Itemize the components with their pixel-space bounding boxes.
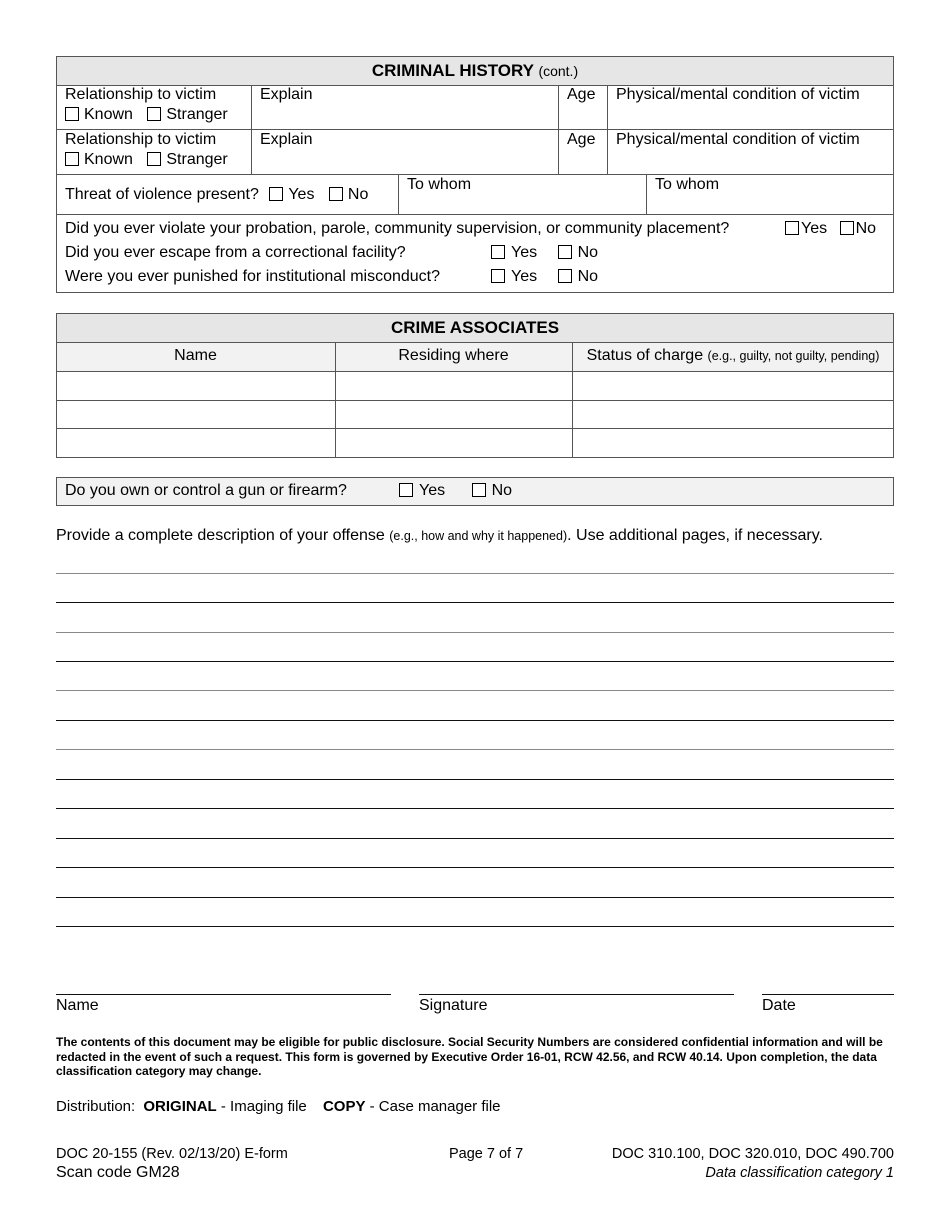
stranger-label: Stranger	[166, 106, 228, 123]
known-checkbox[interactable]	[65, 107, 79, 121]
criminal-history-title-suffix: (cont.)	[538, 63, 579, 79]
misconduct-no-label: No	[577, 268, 599, 285]
divider	[56, 174, 894, 175]
form-id: DOC 20-155 (Rev. 02/13/20) E-form	[56, 1146, 288, 1162]
distribution-copy-desc: - Case manager file	[369, 1098, 501, 1115]
divider	[646, 174, 647, 214]
probation-yes-label: Yes	[801, 220, 828, 237]
name-signature-line[interactable]	[56, 994, 391, 995]
writing-line	[56, 867, 894, 868]
associate-residing-input[interactable]	[336, 372, 571, 399]
relationship-options	[65, 106, 228, 124]
writing-line	[56, 661, 894, 662]
misconduct-yes-label: Yes	[511, 268, 538, 285]
firearm-yes-label: Yes	[419, 482, 446, 499]
associate-residing-input[interactable]	[336, 401, 571, 427]
relationship-to-victim-label: Relationship to victim	[65, 131, 217, 148]
firearm-yes-checkbox[interactable]	[399, 483, 413, 497]
stranger-checkbox[interactable]	[147, 107, 161, 121]
misconduct-yes-checkbox[interactable]	[491, 269, 505, 283]
offense-description-textarea[interactable]	[56, 555, 894, 930]
associate-status-input[interactable]	[573, 429, 893, 457]
divider	[56, 129, 894, 130]
escape-options	[491, 244, 598, 262]
firearm-options	[399, 482, 512, 500]
doc-references: DOC 310.100, DOC 320.010, DOC 490.700	[611, 1146, 894, 1162]
probation-no-checkbox[interactable]	[840, 221, 854, 235]
associate-residing-input[interactable]	[336, 429, 571, 457]
escape-yes-checkbox[interactable]	[491, 245, 505, 259]
status-label: Status of charge	[586, 347, 704, 364]
threat-no-checkbox[interactable]	[329, 187, 343, 201]
threat-yes-checkbox[interactable]	[269, 187, 283, 201]
age-field[interactable]: Age	[567, 86, 596, 103]
threat-label: Threat of violence present?	[65, 186, 259, 203]
threat-no-label: No	[347, 186, 369, 203]
offense-description-prompt	[56, 527, 823, 545]
relationship-to-victim-label: Relationship to victim	[65, 86, 217, 103]
firearm-no-checkbox[interactable]	[472, 483, 486, 497]
misconduct-options	[491, 268, 598, 286]
column-header-name: Name	[174, 347, 217, 364]
column-header-status	[572, 347, 894, 365]
offense-prompt-tail: . Use additional pages, if necessary.	[567, 527, 823, 544]
criminal-history-header	[57, 57, 893, 85]
crime-associates-header: CRIME ASSOCIATES	[57, 314, 893, 342]
distribution-original-desc: - Imaging file	[220, 1098, 307, 1115]
writing-line	[56, 779, 894, 780]
probation-violation-options	[785, 220, 876, 238]
writing-line	[56, 838, 894, 839]
firearm-no-label: No	[491, 482, 513, 499]
date-label: Date	[762, 997, 796, 1014]
data-classification: Data classification category 1	[705, 1165, 894, 1181]
criminal-history-title: CRIMINAL HISTORY	[371, 61, 534, 80]
name-label: Name	[56, 997, 99, 1014]
column-header-residing: Residing where	[398, 347, 509, 364]
explain-field[interactable]: Explain	[260, 131, 313, 148]
probation-yes-checkbox[interactable]	[785, 221, 799, 235]
writing-line	[56, 690, 894, 691]
distribution-original: ORIGINAL	[143, 1098, 217, 1115]
divider	[398, 174, 399, 214]
associate-name-input[interactable]	[57, 372, 334, 399]
writing-line	[56, 573, 894, 574]
associate-name-input[interactable]	[57, 429, 334, 457]
probation-violation-question: Did you ever violate your probation, parole, community supervision, or community placement?	[65, 220, 730, 237]
stranger-label: Stranger	[166, 151, 228, 168]
associate-name-input[interactable]	[57, 401, 334, 427]
writing-line	[56, 720, 894, 721]
writing-line	[56, 808, 894, 809]
victim-condition-field[interactable]: Physical/mental condition of victim	[616, 86, 860, 103]
divider	[607, 85, 608, 174]
to-whom-field-1[interactable]: To whom	[407, 176, 472, 193]
offense-prompt-hint: (e.g., how and why it happened)	[389, 529, 568, 543]
escape-no-label: No	[577, 244, 599, 261]
writing-line	[56, 926, 894, 927]
divider	[558, 85, 559, 174]
divider	[56, 342, 894, 343]
associate-status-input[interactable]	[573, 372, 893, 399]
associate-status-input[interactable]	[573, 401, 893, 427]
divider	[56, 214, 894, 215]
stranger-checkbox[interactable]	[147, 152, 161, 166]
signature-line[interactable]	[419, 994, 734, 995]
public-disclosure-notice: The contents of this document may be eligible for public disclosure. Social Security Numbers are considered confidential information and will be redacted in the event of such a request. This form is governed by Executive Order 16-01, RCW 42.56, and RCW 40.14. Upon completion, the data classification category may change.	[56, 1035, 883, 1078]
misconduct-no-checkbox[interactable]	[558, 269, 572, 283]
threat-of-violence	[65, 186, 368, 204]
escape-question: Did you ever escape from a correctional facility?	[65, 244, 406, 261]
page-number: Page 7 of 7	[449, 1146, 524, 1162]
date-line[interactable]	[762, 994, 894, 995]
scan-code: Scan code GM28	[56, 1164, 180, 1181]
writing-line	[56, 602, 894, 603]
distribution-label: Distribution:	[56, 1098, 136, 1115]
writing-line	[56, 632, 894, 633]
firearm-question: Do you own or control a gun or firearm?	[65, 482, 347, 499]
explain-field[interactable]: Explain	[260, 86, 313, 103]
threat-yes-label: Yes	[288, 186, 315, 203]
escape-yes-label: Yes	[511, 244, 538, 261]
probation-no-label: No	[855, 220, 877, 237]
to-whom-field-2[interactable]: To whom	[655, 176, 720, 193]
writing-line	[56, 749, 894, 750]
writing-line	[56, 897, 894, 898]
misconduct-question: Were you ever punished for institutional misconduct?	[65, 268, 441, 285]
offense-prompt-lead: Provide a complete description of your offense	[56, 527, 385, 544]
distribution-copy: COPY	[322, 1098, 366, 1115]
escape-no-checkbox[interactable]	[558, 245, 572, 259]
status-hint: (e.g., guilty, not guilty, pending)	[707, 349, 880, 363]
known-label: Known	[84, 106, 133, 123]
age-field[interactable]: Age	[567, 131, 596, 148]
known-checkbox[interactable]	[65, 152, 79, 166]
signature-label: Signature	[419, 997, 488, 1014]
distribution-line	[56, 1098, 501, 1116]
known-label: Known	[84, 151, 133, 168]
victim-condition-field[interactable]: Physical/mental condition of victim	[616, 131, 860, 148]
divider	[251, 85, 252, 174]
relationship-options	[65, 151, 228, 169]
